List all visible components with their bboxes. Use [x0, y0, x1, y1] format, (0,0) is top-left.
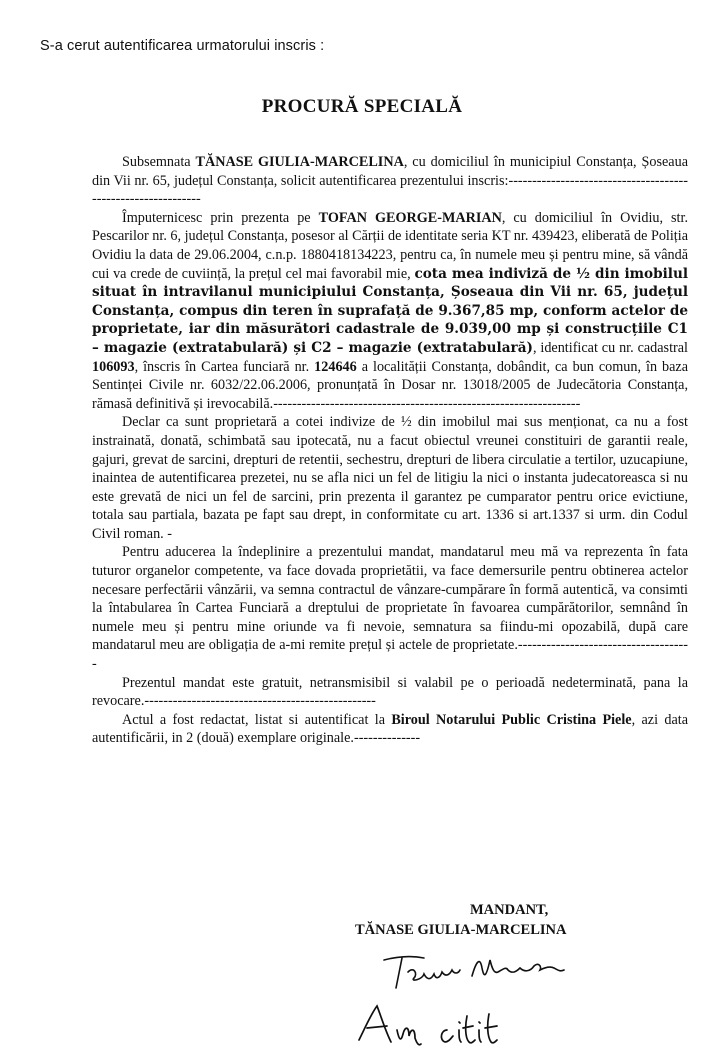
bold-text: Biroul Notarului Public Cristina Piele — [391, 711, 632, 728]
text-run: Împuternicesc prin prezenta pe — [122, 209, 319, 226]
document-body — [92, 153, 688, 748]
bold-text: 106093 — [92, 358, 135, 375]
text-run: Declar ca sunt proprietară a cotei indivize de ½ din imobilul mai sus menționat, ca nu a fost instrainată, donată, schimbată sau ipotecată, nu a facut obiectul vreunei constituiri de garantii reale, gajuri, grevat de sarcini, drepturi de retentii, sechestru, drepturi de libera circulatie a tertilor, uzucapiune, inaintea de autentificarea prezetei, nu se afla nici un fel de litigiu la nici o instanta judecatoreasca si nu este grevată de nici un fel de sarcini, prin prezenta il garantez pe cumparator pentru orice evictiune, totala sau partiala, bazata pe fapt sau drept, in conformitate cu art. 1336 si art.1337 si urm. din Codul Civil roman. - — [92, 414, 688, 542]
mandant-label: MANDANT, — [470, 902, 549, 918]
paragraph — [92, 711, 688, 748]
text-run: a localității Constanța, dobândit, ca bun comun, în baza Sentinței Civile nr. 6032/22.06.2006, pronunțată în Dosar nr. 13018/2005 de Judecătoria Constanța, rămasă definitivă și irevocabilă.----------------------------------------------------------------- — [92, 358, 689, 412]
bold-text: TOFAN GEORGE-MARIAN — [318, 209, 502, 226]
bold-text: cota mea indiviză de ½ din imobilul situat în intravilanul municipiului Constanța, Șoseaua din Vii nr. 65, județul Constanța, compus din teren în suprafață de 9.367,85 mp, conform actelor de proprietate, iar din măsurători cadastrale de 9.039,00 mp și construcțiile C1 – magazie (extratabulară) și C2 – magazie (extratabulară) — [92, 265, 688, 356]
text-run: Prezentul mandat este gratuit, netransmisibil si valabil pe o perioadă nedeterminată, pana la revocare.------------------------------------------------- — [92, 674, 688, 710]
text-run: , cu domiciliul în municipiul Constanța, Șoseaua din Vii nr. 65, județul Constanța, solicit autentificarea prezentului inscris:------------------------------------------------------------- — [92, 154, 688, 208]
text-run: , înscris în Cartea funciară nr. — [134, 358, 315, 375]
text-run: Pentru aducerea la îndeplinire a prezentului mandat, mandatarul meu mă va reprezenta în fata tuturor organelor competente, va face dovada proprietătii, va face demersurile pentru obtinerea actelor necesare perfectării vânzării, va semna contractul de vânzare-cumpărare în formă autentică, va consimti la întabularea în Cartea Funciară a dreptului de proprietate în favoarea cumpărătorilor, semnând în numele meu și pentru mine oriunde va fi nevoie, semnatura sa fiindu-mi opozabilă, după care mandatarul meu are obligația de a-mi remite prețul și actele de proprietate.------------------------------------- — [92, 544, 688, 673]
text-run: Subsemnata — [122, 154, 196, 170]
header-line: S-a cerut autentificarea urmatorului inscris : — [40, 38, 325, 54]
mandant-name: TĂNASE GIULIA-MARCELINA — [355, 922, 567, 938]
text-run: , identificat cu nr. cadastral — [532, 339, 688, 356]
handwritten-read-note — [355, 1000, 535, 1050]
paragraph — [92, 209, 688, 414]
text-run: , cu domiciliul în Ovidiu, str. Pescarilor nr. 6, județul Constanța, posesor al Cărții de identitate seria KT nr. 439423, eliberată de Poliția Ovidiu la data de 29.06.2004, c.n.p. 1880418134223, pentru ca, în numele meu și pentru mine, să vândă cui va crede de cuviință, la prețul cel mai favorabil mie, — [92, 209, 688, 282]
paragraph — [92, 413, 688, 543]
bold-text: 124646 — [314, 358, 357, 375]
document-title: PROCURĂ SPECIALĂ — [261, 96, 463, 117]
paragraph — [92, 543, 688, 673]
mandant-block — [355, 900, 655, 940]
paragraph — [92, 674, 688, 711]
text-run: Actul a fost redactat, listat si autentificat la — [122, 711, 392, 728]
handwritten-signature — [380, 950, 580, 992]
bold-text: TĂNASE GIULIA-MARCELINA — [195, 154, 404, 170]
paragraph — [92, 153, 688, 209]
text-run: , azi data autentificării, in 2 (două) exemplare originale.-------------- — [92, 711, 688, 747]
